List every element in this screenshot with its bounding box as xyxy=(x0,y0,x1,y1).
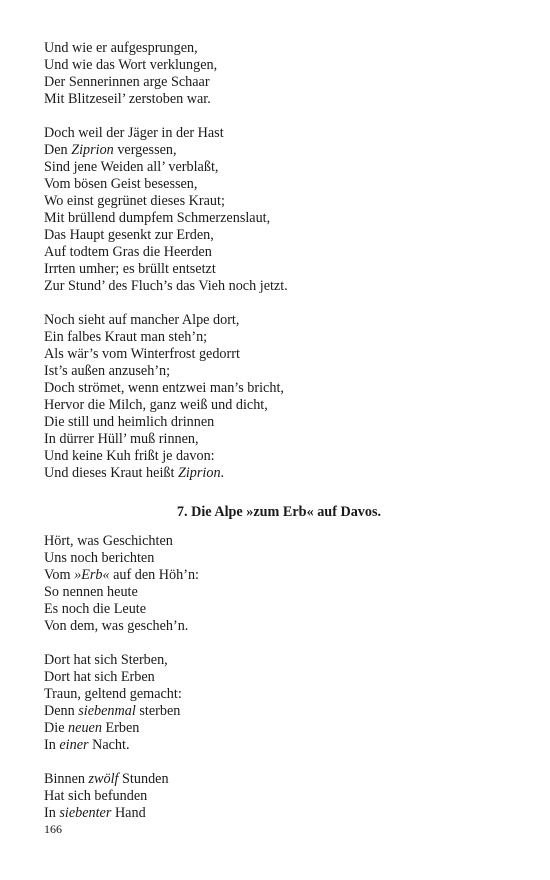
verse-line: So nennen heute xyxy=(44,584,138,600)
verse-line: Zur Stund’ des Fluch’s das Vieh noch jetzt. xyxy=(44,278,288,294)
verse-line: Denn siebenmal sterben xyxy=(44,703,181,719)
verse-line: Und dieses Kraut heißt Ziprion. xyxy=(44,465,225,481)
stanza xyxy=(44,125,514,295)
verse-line: Dort hat sich Sterben, xyxy=(44,652,168,668)
verse-line: Doch strömet, wenn entzwei man’s bricht, xyxy=(44,380,284,396)
stanza xyxy=(44,771,514,822)
verse-line: Und wie das Wort verklungen, xyxy=(44,57,218,73)
verse-line: Noch sieht auf mancher Alpe dort, xyxy=(44,312,240,328)
verse-line: Das Haupt gesenkt zur Erden, xyxy=(44,227,214,243)
verse-line: Als wär’s vom Winterfrost gedorrt xyxy=(44,346,240,362)
verse-line: In einer Nacht. xyxy=(44,737,130,753)
verse-line: Dort hat sich Erben xyxy=(44,669,155,685)
verse-line: Irrten umher; es brüllt entsetzt xyxy=(44,261,216,277)
verse-line: Die still und heimlich drinnen xyxy=(44,414,215,430)
verse-line: Ein falbes Kraut man steh’n; xyxy=(44,329,208,345)
stanza xyxy=(44,652,514,754)
verse-line: Mit brüllend dumpfem Schmerzenslaut, xyxy=(44,210,271,226)
verse-line: Sind jene Weiden all’ verblaßt, xyxy=(44,159,219,175)
verse-line: Mit Blitzeseil’ zerstoben war. xyxy=(44,91,211,107)
verse-line: Vom bösen Geist besessen, xyxy=(44,176,198,192)
verse-line: Die neuen Erben xyxy=(44,720,140,736)
stanza xyxy=(44,312,514,482)
verse-line: Uns noch berichten xyxy=(44,550,155,566)
verse-line: Von dem, was gescheh’n. xyxy=(44,618,189,634)
verse-line: Ist’s außen anzuseh’n; xyxy=(44,363,171,379)
section-heading: 7. Die Alpe »zum Erb« auf Davos. xyxy=(176,504,382,520)
poem-part-one xyxy=(44,40,514,482)
page-number: 166 xyxy=(44,822,62,836)
verse-line: Wo einst gegrünet dieses Kraut; xyxy=(44,193,225,209)
verse-line: Auf todtem Gras die Heerden xyxy=(44,244,212,260)
verse-line: In siebenter Hand xyxy=(44,805,146,821)
verse-line: Hat sich befunden xyxy=(44,788,148,804)
poem-page xyxy=(44,40,514,822)
verse-line: Traun, geltend gemacht: xyxy=(44,686,182,702)
verse-line: Hört, was Geschichten xyxy=(44,533,173,549)
verse-line: Den Ziprion vergessen, xyxy=(44,142,177,158)
verse-line: Binnen zwölf Stunden xyxy=(44,771,169,787)
verse-line: Vom »Erb« auf den Höh’n: xyxy=(44,567,199,583)
poem-part-two xyxy=(44,533,514,822)
stanza xyxy=(44,533,514,635)
verse-line: Und keine Kuh frißt je davon: xyxy=(44,448,215,464)
verse-line: Hervor die Milch, ganz weiß und dicht, xyxy=(44,397,268,413)
verse-line: In dürrer Hüll’ muß rinnen, xyxy=(44,431,199,447)
stanza xyxy=(44,40,514,108)
verse-line: Der Sennerinnen arge Schaar xyxy=(44,74,210,90)
verse-line: Es noch die Leute xyxy=(44,601,147,617)
verse-line: Und wie er aufgesprungen, xyxy=(44,40,198,56)
verse-line: Doch weil der Jäger in der Hast xyxy=(44,125,224,141)
